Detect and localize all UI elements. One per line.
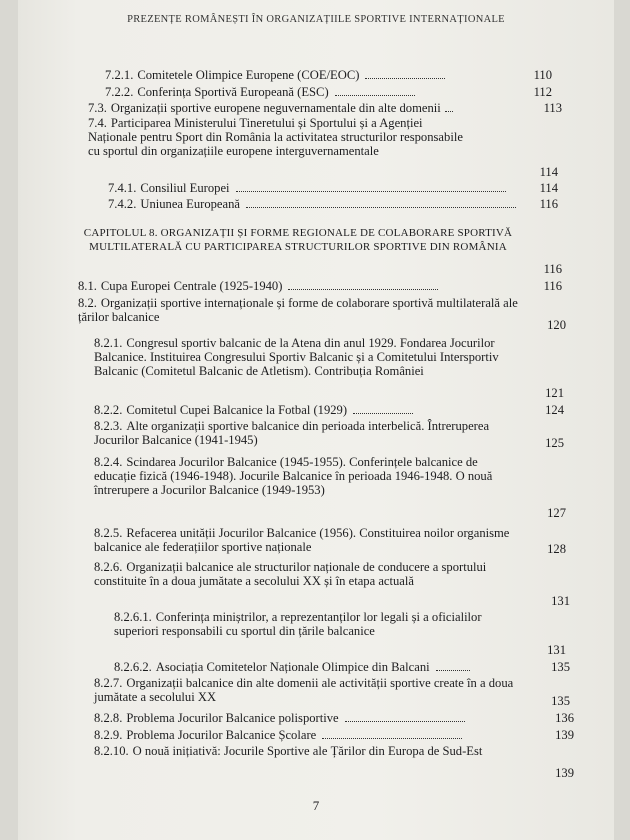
entry-title: Alte organizații sportive balcanice din perioada interbelică. Întreruperea Jocurilor Balcanice (1941-1945) bbox=[94, 419, 490, 447]
leader-dots bbox=[322, 728, 462, 739]
entry-title: Conferința Sportivă Europeană (ESC) bbox=[137, 85, 329, 99]
entry-page: 121 bbox=[545, 386, 564, 400]
entry-title: Organizații balcanice din alte domenii ale activității sportive create în a doua jumătate a secolului XX bbox=[94, 676, 514, 704]
entry-page: 113 bbox=[543, 101, 562, 115]
toc-entry bbox=[94, 455, 504, 497]
entry-title: Uniunea Europeană bbox=[140, 197, 240, 211]
running-header: PREZENȚE ROMÂNEȘTI ÎN ORGANIZAȚIILE SPORTIVE INTERNAȚIONALE bbox=[127, 14, 505, 25]
chapter-title: ORGANIZAȚII ȘI FORME REGIONALE DE COLABORARE SPORTIVĂ MULTILATERALĂ CU PARTICIPAREA STRUCTURILOR SPORTIVE DIN ROMÂNIA bbox=[89, 227, 513, 253]
entry-page: 135 bbox=[551, 694, 570, 708]
entry-number: 8.2.10. bbox=[94, 744, 129, 758]
leader-dots bbox=[353, 403, 413, 414]
entry-page: 114 bbox=[539, 165, 558, 179]
entry-page: 136 bbox=[555, 711, 574, 725]
entry-page: 131 bbox=[547, 643, 566, 657]
entry-number: 8.2. bbox=[78, 296, 97, 310]
entry-title: Conferința miniștrilor, a reprezentanților lor legali și a oficialilor superiori responsabili cu sportul din țările balcanice bbox=[114, 610, 482, 638]
entry-page: 116 bbox=[543, 262, 562, 276]
toc-entry bbox=[105, 68, 445, 82]
toc-entry bbox=[105, 85, 415, 99]
toc-entry bbox=[94, 336, 514, 378]
entry-page: 110 bbox=[533, 68, 552, 82]
entry-number: 8.1. bbox=[78, 279, 97, 293]
entry-title: Problema Jocurilor Balcanice polisportive bbox=[126, 711, 339, 725]
entry-title: Participarea Ministerului Tineretului și Sportului și a Agenției Naționale pentru Sport din România la activitatea structurilor responsabile cu sportul din organizațiile europene interguvernamentale bbox=[88, 116, 463, 158]
entry-number: 8.2.8. bbox=[94, 711, 123, 725]
entry-number: 8.2.7. bbox=[94, 676, 123, 690]
leader-dots bbox=[365, 68, 445, 79]
toc-entry bbox=[94, 744, 494, 758]
entry-page: 139 bbox=[555, 766, 574, 780]
toc-entry bbox=[94, 419, 504, 447]
entry-number: 8.2.5. bbox=[94, 526, 123, 540]
leader-dots bbox=[288, 279, 438, 290]
entry-title: Asociația Comitetelor Naționale Olimpice din Balcani bbox=[155, 660, 430, 674]
toc-entry bbox=[114, 610, 494, 638]
entry-number: 7.2.2. bbox=[105, 85, 134, 99]
leader-dots bbox=[445, 101, 453, 112]
toc-entry bbox=[88, 101, 453, 115]
entry-number: 7.4. bbox=[88, 116, 107, 130]
toc-entry bbox=[108, 197, 516, 211]
entry-number: 8.2.3. bbox=[94, 419, 123, 433]
entry-title: Congresul sportiv balcanic de la Atena din anul 1929. Fondarea Jocurilor Balcanice. Instituirea Congresului Sportiv Balcanic și a Comitetului Intersportiv Balcanic (Comitetul Balcanic de Atletism). Contribuția României bbox=[94, 336, 499, 378]
entry-page: 131 bbox=[551, 594, 570, 608]
entry-page: 116 bbox=[539, 197, 558, 211]
toc-entry bbox=[94, 560, 514, 588]
entry-title: Organizații sportive internaționale și forme de colaborare sportivă multilaterală ale țărilor balcanice bbox=[78, 296, 518, 324]
entry-number: 7.2.1. bbox=[105, 68, 134, 82]
entry-title: Consiliul Europei bbox=[140, 181, 230, 195]
toc-entry bbox=[94, 728, 462, 742]
entry-number: 8.2.4. bbox=[94, 455, 123, 469]
entry-title: Organizații sportive europene neguvernamentale din alte domenii bbox=[110, 101, 441, 115]
entry-number: 8.2.6.1. bbox=[114, 610, 152, 624]
entry-title: Comitetul Cupei Balcanice la Fotbal (1929) bbox=[126, 403, 348, 417]
toc-entry bbox=[88, 116, 468, 158]
toc-entry bbox=[108, 181, 506, 195]
chapter-number: CAPITOLUL 8. bbox=[83, 227, 158, 239]
toc-entry bbox=[114, 660, 470, 674]
entry-number: 8.2.6.2. bbox=[114, 660, 152, 674]
book-page bbox=[18, 0, 614, 840]
leader-dots bbox=[436, 660, 470, 671]
entry-page: 116 bbox=[543, 279, 562, 293]
entry-page: 120 bbox=[547, 318, 566, 332]
entry-number: 8.2.6. bbox=[94, 560, 123, 574]
entry-page: 125 bbox=[545, 436, 564, 450]
entry-title: Refacerea unității Jocurilor Balcanice (1956). Constituirea noilor organisme balcanice ale federațiilor sportive naționale bbox=[94, 526, 510, 554]
toc-entry bbox=[94, 676, 514, 704]
toc-entry bbox=[94, 403, 413, 417]
entry-number: 8.2.1. bbox=[94, 336, 123, 350]
leader-dots bbox=[335, 85, 415, 96]
entry-page: 127 bbox=[547, 506, 566, 520]
entry-number: 7.4.2. bbox=[108, 197, 137, 211]
entry-title: Problema Jocurilor Balcanice Școlare bbox=[126, 728, 317, 742]
entry-number: 8.2.2. bbox=[94, 403, 123, 417]
entry-page: 128 bbox=[547, 542, 566, 556]
toc-entry bbox=[78, 279, 438, 293]
chapter-heading bbox=[78, 226, 518, 254]
entry-page: 135 bbox=[551, 660, 570, 674]
entry-title: Organizații balcanice ale structurilor naționale de conducere a sportului constituite în a doua jumătate a secolului XX și în etapa actuală bbox=[94, 560, 487, 588]
entry-title: Scindarea Jocurilor Balcanice (1945-1955). Conferințele balcanice de educație fizică (1946-1948). Jocurile Balcanice în perioada 1946-1948. O nouă întrerupere a Jocurilor Balcanice (1949-1953) bbox=[94, 455, 493, 497]
toc-entry bbox=[78, 296, 518, 324]
entry-page: 114 bbox=[539, 181, 558, 195]
leader-dots bbox=[345, 711, 465, 722]
entry-title: Comitetele Olimpice Europene (COE/EOC) bbox=[137, 68, 360, 82]
leader-dots bbox=[236, 181, 506, 192]
page-number: 7 bbox=[312, 798, 320, 813]
entry-number: 7.4.1. bbox=[108, 181, 137, 195]
entry-page: 112 bbox=[533, 85, 552, 99]
entry-title: O nouă inițiativă: Jocurile Sportive ale Țărilor din Europa de Sud-Est bbox=[132, 744, 483, 758]
toc-entry bbox=[94, 526, 514, 554]
entry-number: 7.3. bbox=[88, 101, 107, 115]
leader-dots bbox=[246, 197, 516, 208]
entry-title: Cupa Europei Centrale (1925-1940) bbox=[100, 279, 283, 293]
entry-page: 139 bbox=[555, 728, 574, 742]
toc-entry bbox=[94, 711, 465, 725]
entry-number: 8.2.9. bbox=[94, 728, 123, 742]
entry-page: 124 bbox=[545, 403, 564, 417]
